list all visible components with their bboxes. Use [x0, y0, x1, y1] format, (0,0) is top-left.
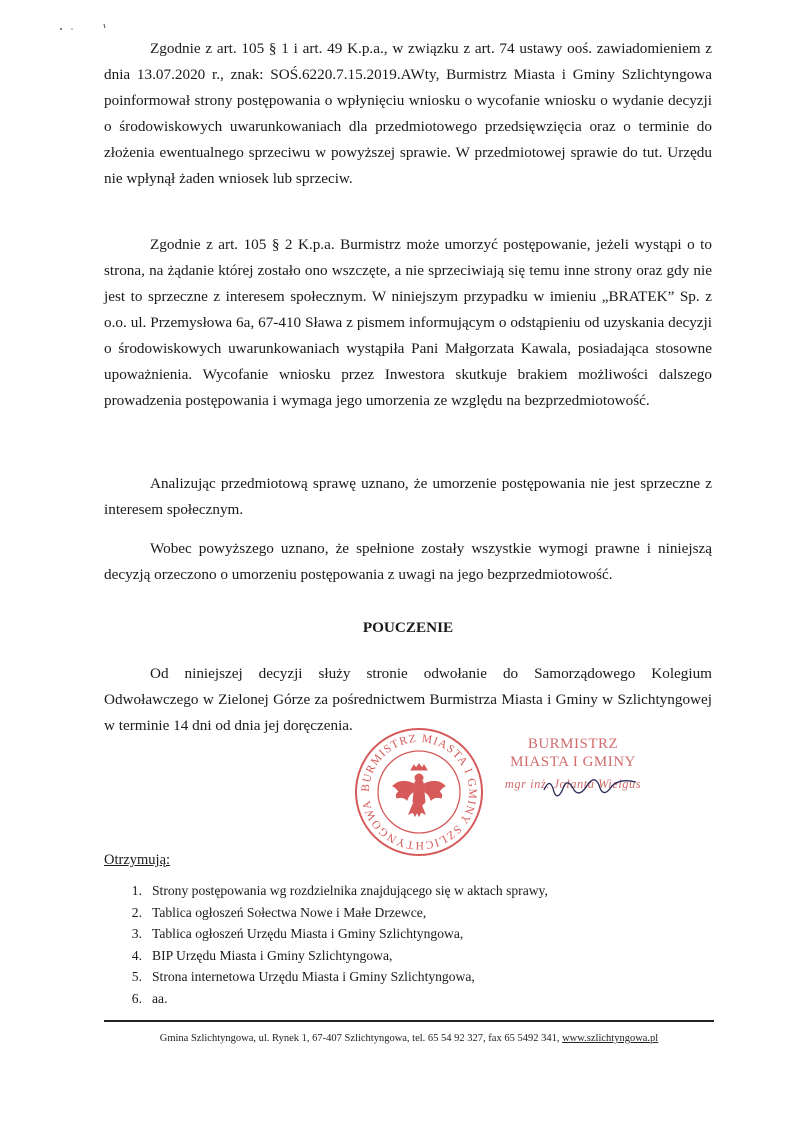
- footer-divider: [104, 1020, 714, 1022]
- handwritten-signature: [540, 768, 640, 808]
- scan-artifact-mark: [58, 22, 108, 32]
- footer-website-link[interactable]: www.szlichtyngowa.pl: [562, 1033, 659, 1044]
- list-item: 5. Strona internetowa Urzędu Miasta i Gminy Szlichtyngowa,: [131, 969, 475, 985]
- paragraph-legal-basis: Zgodnie z art. 105 § 2 K.p.a. Burmistrz może umorzyć postępowanie, jeżeli wystąpi o to strona, na żądanie której zostało ono wszczęte, a nie sprzeciwiają się temu inne strony oraz gdy nie jest to sprzeczne z interesem społecznym. W niniejszym przypadku w imieniu „BRATEK” Sp. z o.o. ul. Przemysłowa 6a, 67-410 Sława z pismem informującym o odstąpieniu od uzyskania decyzji o środowiskowych uwarunkowaniach wystąpiła Pani Małgorzata Kawala, posiadająca stosowne upoważnienia. Wycofanie wniosku przez Inwestora skutkuje brakiem możliwości dalszego prowadzenia postępowania i wymaga jego umorzenia ze względu na bezprzedmiotowość.: [104, 236, 712, 409]
- stamp-signatory-name: mgr inż. Jolanta Wielgus: [504, 777, 642, 791]
- eagle-emblem-icon: [393, 764, 445, 816]
- paragraph-analysis: Analizując przedmiotową sprawę uznano, że umorzenie postępowania nie jest sprzeczne z interesem społecznym.: [104, 475, 712, 518]
- recipients-heading: Otrzymują:: [104, 852, 171, 868]
- recipients-list: [104, 880, 548, 1010]
- seal-ring-text: BURMISTRZ MIASTA I GMINY SZLICHTYNGOWA: [359, 732, 479, 852]
- list-item: 3. Tablica ogłoszeń Urzędu Miasta i Gminy Szlichtyngowa,: [131, 926, 464, 942]
- list-item: 1. Strony postępowania wg rozdzielnika znajdującego się w aktach sprawy,: [131, 883, 548, 898]
- footer-address: Gmina Szlichtyngowa, ul. Rynek 1, 67-407 Szlichtyngowa, tel. 65 54 92 327, fax 65 5492 341,: [159, 1033, 563, 1044]
- official-seal: [353, 726, 485, 858]
- paragraph-notification: Zgodnie z art. 105 § 1 i art. 49 K.p.a., w związku z art. 74 ustawy ooś. zawiadomieniem z dnia 13.07.2020 r., znak: SOŚ.6220.7.15.2019.AWty, Burmistrz Miasta i Gminy Szlichtyngowa poinformował strony postępowania o wpłynięciu wniosku o wycofanie wniosku o wydanie decyzji o środowiskowych uwarunkowaniach dla przedmiotowego przedsięwzięcia oraz o terminie do złożenia ewentualnego sprzeciwu w powyższej sprawie. W przedmiotowej sprawie do tut. Urzędu nie wpłynął żaden wniosek lub sprzeciw.: [104, 40, 712, 187]
- list-item: 4. BIP Urzędu Miasta i Gminy Szlichtyngowa,: [131, 947, 393, 963]
- paragraph-appeal-instructions: Od niniejszej decyzji służy stronie odwołanie do Samorządowego Kolegium Odwoławczego w Zielonej Górze za pośrednictwem Burmistrza Miasta i Gminy w Szlichtyngowej w terminie 14 dni od dnia jej doręczenia.: [104, 665, 712, 734]
- list-item: 6. aa.: [131, 990, 168, 1006]
- paragraph-conclusion: Wobec powyższego uznano, że spełnione zostały wszystkie wymogi prawne i niniejszą decyzją orzeczono o umorzeniu postępowania z uwagi na jego bezprzedmiotowość.: [104, 540, 712, 583]
- footer-contact: [104, 1033, 714, 1044]
- stamp-title: BURMISTRZ: [527, 736, 619, 752]
- stamp-subtitle: MIASTA I GMINY: [510, 754, 636, 770]
- section-heading-pouczenie: POUCZENIE: [362, 619, 454, 636]
- list-item: 2. Tablica ogłoszeń Sołectwa Nowe i Małe Drzewce,: [131, 904, 427, 920]
